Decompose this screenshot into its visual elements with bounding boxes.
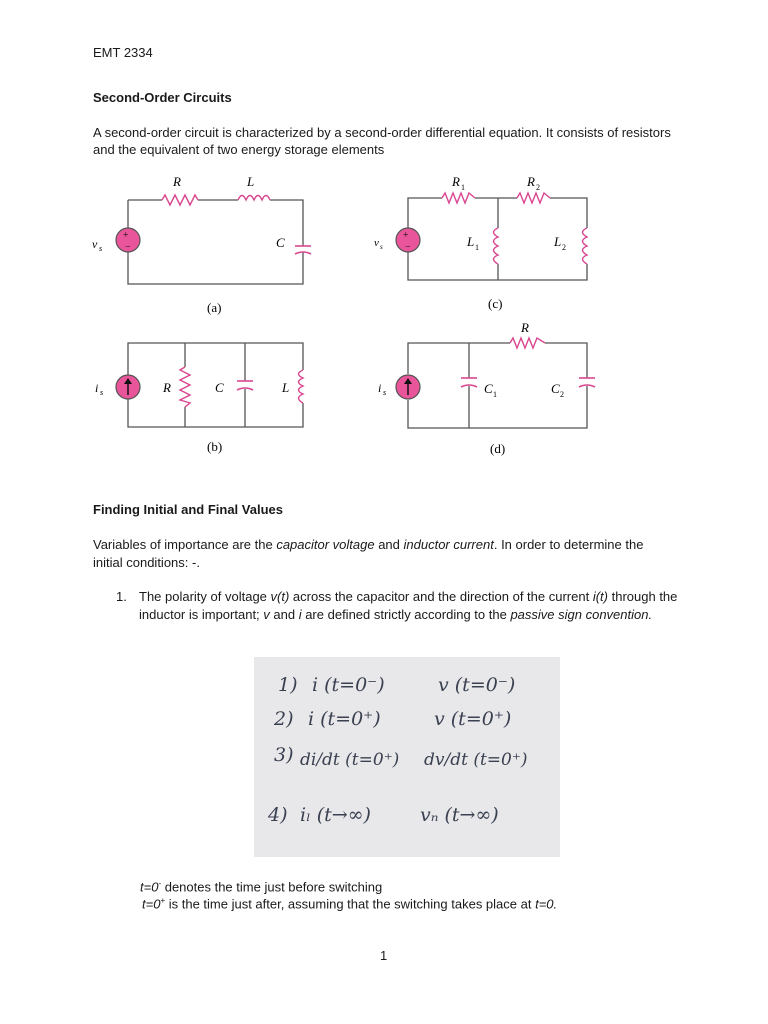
hw-row4-left: iₗ (t→∞) xyxy=(300,804,371,826)
label-source-c: v xyxy=(374,237,379,249)
capacitor-c2-d xyxy=(579,378,595,387)
caption-b: (b) xyxy=(207,439,223,454)
label-r2-sub-c: 2 xyxy=(536,183,540,192)
label-r-a: R xyxy=(173,174,181,189)
label-c-a: C xyxy=(276,235,285,250)
label-source-d: i xyxy=(378,381,382,395)
handwritten-conditions-image xyxy=(254,657,560,857)
resistor-r-b xyxy=(180,367,190,407)
caption-d: (d) xyxy=(490,441,506,456)
circuit-c xyxy=(370,168,600,318)
svg-text:+: + xyxy=(403,230,409,241)
label-c1-sub-d: 1 xyxy=(493,390,497,399)
label-l2-sub-c: 2 xyxy=(562,243,566,252)
label-c1-d: C xyxy=(484,381,493,396)
inductor-l1-c xyxy=(494,228,499,264)
label-l1-c: L xyxy=(467,234,475,249)
resistor-r-a xyxy=(162,195,198,205)
label-source-sub-c: s xyxy=(380,243,383,251)
resistor-r2-c xyxy=(517,193,550,203)
variables-paragraph: Variables of importance are the capacitor voltage and inductor current. In order to determine the initial conditions: -. xyxy=(93,537,644,570)
hw-row3-num: 3) xyxy=(274,744,294,766)
svg-text:−: − xyxy=(405,242,411,253)
hw-row3-right: dv/dt (t=0⁺) xyxy=(424,750,528,770)
inductor-l2-c xyxy=(583,228,588,264)
label-c-b: C xyxy=(215,380,224,395)
svg-text:−: − xyxy=(125,242,131,253)
hw-row4-num: 4) xyxy=(268,804,288,826)
label-r1-sub-c: 1 xyxy=(461,183,465,192)
page-number: 1 xyxy=(380,948,388,963)
label-r2-c: R xyxy=(527,174,535,189)
list-item-1: The polarity of voltage v(t) across the capacitor and the direction of the current i(t) through the inductor is important; v and i are defined strictly according to the passive sign convention. xyxy=(139,589,678,622)
hw-row2-left: i (t=0⁺) xyxy=(308,708,381,730)
label-r-b: R xyxy=(163,380,171,395)
hw-row3-left: di/dt (t=0⁺) xyxy=(300,750,400,770)
section-title-initial-final: Finding Initial and Final Values xyxy=(93,502,283,517)
hw-row4-right: vₙ (t→∞) xyxy=(420,804,499,826)
capacitor-c-b xyxy=(237,381,253,390)
label-r1-c: R xyxy=(452,174,460,189)
intro-paragraph: A second-order circuit is characterized by a second-order differential equation. It consists of resistors and the equivalent of two energy storage elements xyxy=(93,125,671,157)
circuit-a xyxy=(90,168,315,318)
label-r-d: R xyxy=(521,320,529,335)
label-source-sub-d: s xyxy=(383,388,387,397)
capacitor-c-a xyxy=(295,246,311,254)
resistor-r-d xyxy=(510,338,545,348)
label-l-a: L xyxy=(247,174,255,189)
caption-c: (c) xyxy=(488,296,503,311)
label-c2-sub-d: 2 xyxy=(560,390,564,399)
circuit-d xyxy=(370,316,600,461)
course-code: EMT 2334 xyxy=(93,45,153,60)
circuit-b xyxy=(90,335,320,460)
note-t0-plus: t=0+ is the time just after, assuming that the switching takes place at t=0. xyxy=(142,896,558,912)
label-l-b: L xyxy=(282,380,290,395)
label-source-a: v xyxy=(92,237,98,251)
hw-row1-num: 1) xyxy=(278,674,298,696)
section-title-second-order: Second-Order Circuits xyxy=(93,90,232,105)
note-t0-minus: t=0- denotes the time just before switching xyxy=(140,879,383,895)
resistor-r1-c xyxy=(442,193,475,203)
label-source-sub-b: s xyxy=(100,388,104,397)
inductor-l-b xyxy=(299,370,304,403)
svg-text:+: + xyxy=(123,230,129,241)
label-c2-d: C xyxy=(551,381,560,396)
hw-row1-right: v (t=0⁻) xyxy=(438,674,516,696)
caption-a: (a) xyxy=(207,300,222,315)
hw-row1-left: i (t=0⁻) xyxy=(312,674,385,696)
label-l1-sub-c: 1 xyxy=(475,243,479,252)
label-source-sub-a: s xyxy=(99,244,103,253)
list-number-1: 1. xyxy=(116,589,127,604)
label-l2-c: L xyxy=(554,234,562,249)
capacitor-c1-d xyxy=(461,378,477,387)
label-source-b: i xyxy=(95,381,99,395)
hw-row2-num: 2) xyxy=(274,708,294,730)
hw-row2-right: v (t=0⁺) xyxy=(434,708,512,730)
inductor-l-a xyxy=(238,196,270,201)
